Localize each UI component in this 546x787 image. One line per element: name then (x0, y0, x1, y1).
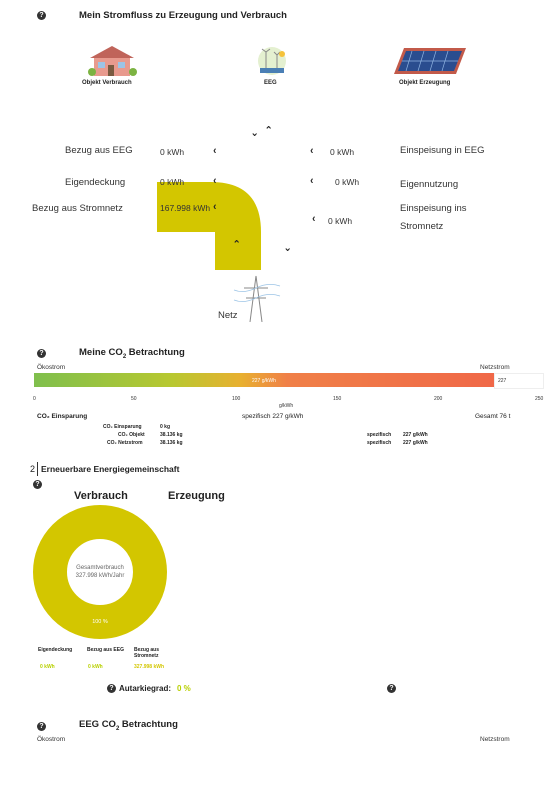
tab-production[interactable]: Erzeugung (168, 490, 225, 502)
chevron-down-icon: ⌄ (250, 127, 259, 139)
left-label-grid: Bezug aus Stromnetz (32, 203, 123, 214)
help-icon[interactable]: ? (37, 11, 46, 20)
left-label-eeg: Bezug aus EEG (65, 145, 133, 156)
right-value-eeg: 0 kWh (330, 147, 355, 157)
help-icon[interactable]: ? (37, 722, 46, 731)
chevron-left-icon: ‹ (213, 145, 217, 157)
legend-value: 327.998 kWh (134, 664, 165, 670)
co2-row-label: CO₂ Einsparung (103, 424, 142, 430)
eeg-co2-right-label: Netzstrom (480, 736, 510, 743)
house-icon (84, 44, 140, 78)
eeg-co2-title: EEG $CO_2$ Betrachtung (79, 719, 178, 732)
legend-value: 0 kWh (88, 664, 103, 670)
grid-label: Netz (218, 310, 238, 321)
help-icon[interactable]: ? (33, 480, 42, 489)
left-value-eeg: 0 kWh (160, 147, 185, 157)
donut-percent: 100 % (92, 619, 108, 625)
solar-panel-icon (392, 46, 468, 76)
right-label-eeg: Einspeisung in EEG (400, 145, 485, 156)
legend-label: Bezug aus EEG (87, 647, 124, 653)
flow-title: Mein Stromfluss zu Erzeugung und Verbrauch (79, 10, 287, 21)
axis-tick: 250 (535, 396, 544, 402)
chevron-down-icon: ⌄ (283, 242, 292, 254)
co2-title: Meine $CO_2$ Betrachtung (79, 347, 185, 360)
eeg-co2-left-label: Ökostrom (37, 736, 66, 743)
eeg-label: EEG (264, 80, 277, 86)
section-number: 2 (30, 464, 36, 474)
right-value-grid: 0 kWh (328, 216, 353, 226)
co2-total: Gesamt 76 t (475, 413, 511, 420)
co2-row-value: 38.136 kg (160, 440, 183, 446)
consumer-label: Objekt Verbrauch (82, 80, 132, 86)
chevron-left-icon: ‹ (310, 145, 314, 157)
right-label-own: Eigennutzung (400, 179, 459, 190)
co2-right-label: Netzstrom (480, 364, 510, 371)
axis-unit: g/kWh (279, 403, 294, 409)
help-icon[interactable]: ? (387, 684, 396, 693)
co2-spec-value: 227 g/kWh (403, 432, 428, 438)
chevron-left-icon: ‹ (213, 175, 217, 187)
left-value-own: 0 kWh (160, 177, 185, 187)
donut-value: 327.998 kWh/Jahr (75, 573, 125, 579)
axis-tick: 100 (232, 396, 241, 402)
help-icon[interactable]: ? (37, 349, 46, 358)
tab-consumption[interactable]: Verbrauch (74, 490, 128, 502)
axis-tick: 50 (131, 396, 137, 402)
co2-row-value: 0 kg (160, 424, 171, 430)
axis-tick: 200 (434, 396, 443, 402)
co2-row-label: CO₂ Objekt (118, 432, 145, 438)
chevron-up-icon: ⌃ (264, 125, 273, 137)
legend-value: 0 kWh (40, 664, 55, 670)
axis-tick: 150 (333, 396, 342, 402)
axis-tick: 0 (33, 396, 36, 402)
chevron-left-icon: ‹ (312, 213, 316, 225)
section-divider (37, 462, 38, 476)
section-title: Erneuerbare Energiegemeinschaft (41, 464, 180, 474)
co2-row-value: 38.136 kg (160, 432, 183, 438)
chevron-up-icon: ⌃ (232, 239, 241, 251)
co2-savings-heading: CO₂ Einsparung (37, 413, 88, 420)
left-label-own: Eigendeckung (65, 177, 126, 188)
co2-specific-heading: spezifisch 227 g/kWh (242, 413, 304, 420)
co2-spec-label: spezifisch (367, 440, 392, 446)
autarky-label: Autarkiegrad: (119, 684, 172, 693)
co2-spec-value: 227 g/kWh (403, 440, 428, 446)
chevron-left-icon: ‹ (310, 175, 314, 187)
right-label-grid-1: Einspeisung ins (400, 203, 467, 214)
legend-label: Bezug aus Stromnetz (134, 647, 160, 659)
donut-title: Gesamtverbrauch (76, 565, 124, 571)
legend-label: Eigendeckung (38, 647, 73, 653)
help-icon[interactable]: ? (107, 684, 116, 693)
co2-spec-label: spezifisch (367, 432, 392, 438)
power-flow-shape (155, 180, 265, 272)
co2-bar-center-label: 227 g/kWh (252, 378, 276, 384)
co2-row-label: CO₂ Netzstrom (107, 440, 143, 446)
producer-label: Objekt Erzeugung (399, 80, 451, 86)
right-label-grid-2: Stromnetz (400, 221, 444, 232)
left-value-grid: 167.998 kWh (160, 203, 211, 213)
autarky-value: 0 % (177, 684, 191, 693)
co2-bar-end-value: 227 (498, 378, 507, 384)
eeg-community-icon (256, 46, 288, 76)
chevron-left-icon: ‹ (213, 201, 217, 213)
co2-left-label: Ökostrom (37, 364, 66, 371)
right-value-own: 0 kWh (335, 177, 360, 187)
power-pylon-icon (232, 272, 282, 322)
